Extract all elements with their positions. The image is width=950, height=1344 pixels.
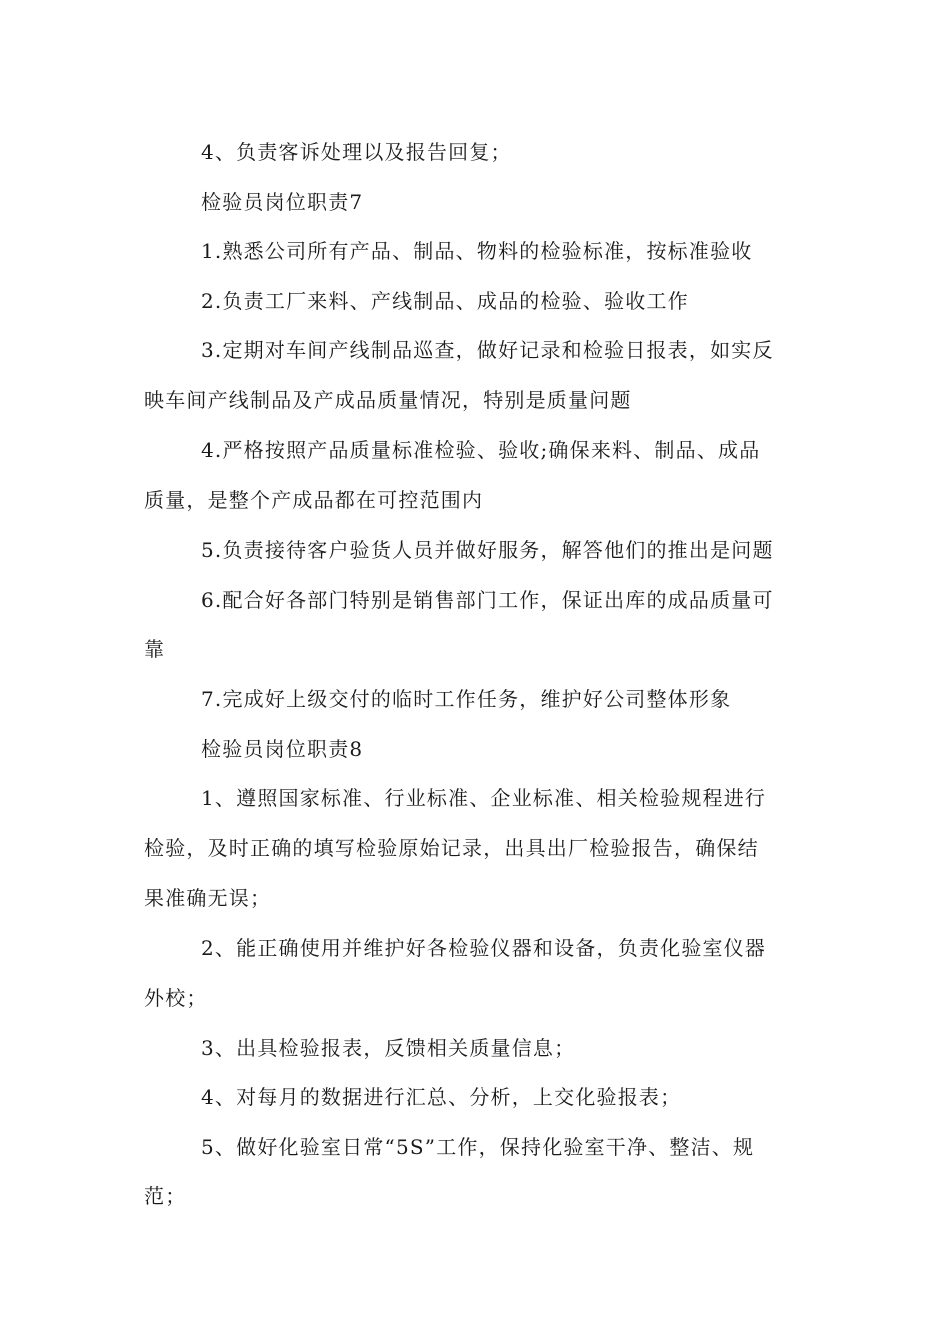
paragraph-line: 范； [144, 1184, 187, 1208]
paragraph-line: 映车间产线制品及产成品质量情况，特别是质量问题 [144, 388, 632, 412]
paragraph-line: 3、出具检验报表，反馈相关质量信息； [201, 1036, 576, 1060]
paragraph-line: 2.负责工厂来料、产线制品、成品的检验、验收工作 [201, 289, 689, 313]
paragraph-line: 检验，及时正确的填写检验原始记录，出具出厂检验报告，确保结 [144, 836, 759, 860]
paragraph-line: 4.严格按照产品质量标准检验、验收;确保来料、制品、成品 [201, 438, 761, 462]
paragraph-line: 4、负责客诉处理以及报告回复； [201, 140, 512, 164]
paragraph-line: 果准确无误； [144, 886, 272, 910]
paragraph-line: 6.配合好各部门特别是销售部门工作，保证出库的成品质量可 [201, 588, 774, 612]
paragraph-line: 1.熟悉公司所有产品、制品、物料的检验标准，按标准验收 [201, 239, 753, 263]
paragraph-line: 2、能正确使用并维护好各检验仪器和设备，负责化验室仪器 [201, 936, 767, 960]
section-heading: 检验员岗位职责7 [201, 190, 364, 214]
paragraph-line: 5.负责接待客户验货人员并做好服务，解答他们的推出是问题 [201, 538, 774, 562]
paragraph-line: 7.完成好上级交付的临时工作任务，维护好公司整体形象 [201, 687, 732, 711]
paragraph-line: 3.定期对车间产线制品巡查，做好记录和检验日报表，如实反 [201, 338, 774, 362]
paragraph-line: 外校； [144, 986, 208, 1010]
paragraph-line: 质量，是整个产成品都在可控范围内 [144, 488, 484, 512]
paragraph-line: 4、对每月的数据进行汇总、分析，上交化验报表； [201, 1085, 682, 1109]
paragraph-line: 靠 [144, 637, 166, 661]
section-heading: 检验员岗位职责8 [201, 737, 364, 761]
paragraph-line: 5、做好化验室日常“5S”工作，保持化验室干净、整洁、规 [201, 1135, 755, 1159]
paragraph-line: 1、遵照国家标准、行业标准、企业标准、相关检验规程进行 [201, 786, 767, 810]
